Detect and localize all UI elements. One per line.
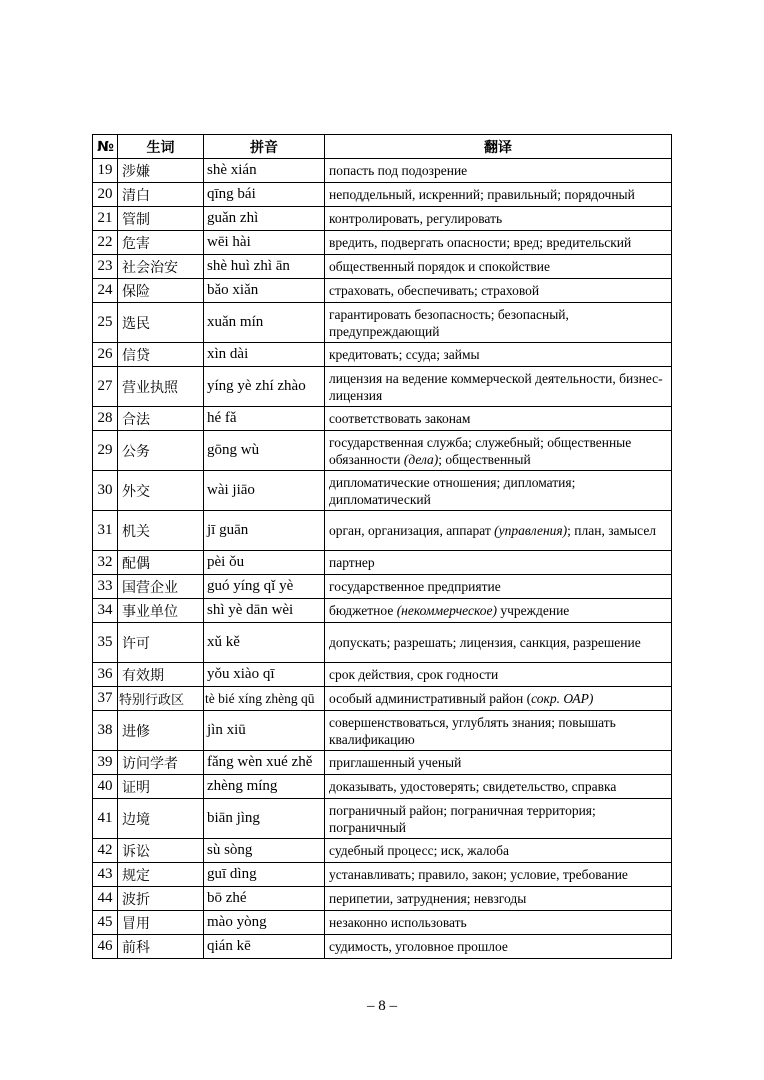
row-number: 36: [93, 663, 118, 687]
row-word: 选民: [118, 303, 204, 343]
italic-note: (дела): [403, 451, 439, 467]
table-row: [93, 183, 672, 207]
row-number: 39: [93, 751, 118, 775]
row-word: 社会治安: [118, 255, 204, 279]
row-word: 访问学者: [118, 751, 204, 775]
table-row: [93, 303, 672, 343]
table-row: [93, 751, 672, 775]
row-number: 22: [93, 231, 118, 255]
row-translation: перипетии, затруднения; невзгоды: [325, 887, 672, 911]
table-row: [93, 343, 672, 367]
row-translation: судимость, уголовное прошлое: [325, 935, 672, 959]
row-word: 涉嫌: [118, 159, 204, 183]
row-translation: гарантировать безопасность; безопасный, предупреждающий: [325, 303, 672, 343]
row-translation: бюджетное (некоммерческое) учреждение: [325, 599, 672, 623]
row-number: 45: [93, 911, 118, 935]
table-row: [93, 471, 672, 511]
row-word: 管制: [118, 207, 204, 231]
row-pinyin: guǎn zhì: [204, 207, 325, 231]
header-pinyin: 拼音: [204, 135, 325, 159]
row-translation: орган, организация, аппарат (управления); план, замысел: [325, 511, 672, 551]
table-row: [93, 159, 672, 183]
row-word: 危害: [118, 231, 204, 255]
row-word: 公务: [118, 431, 204, 471]
row-number: 42: [93, 839, 118, 863]
row-word: 信贷: [118, 343, 204, 367]
row-pinyin: yǒu xiào qī: [204, 663, 325, 687]
table-row: [93, 663, 672, 687]
table-row: [93, 551, 672, 575]
row-pinyin: qián kē: [204, 935, 325, 959]
row-pinyin: sù sòng: [204, 839, 325, 863]
row-translation: судебный процесс; иск, жалоба: [325, 839, 672, 863]
row-pinyin: guó yíng qǐ yè: [204, 575, 325, 599]
row-number: 20: [93, 183, 118, 207]
row-translation: неподдельный, искренний; правильный; порядочный: [325, 183, 672, 207]
table-row: [93, 623, 672, 663]
page-number: – 8 –: [367, 998, 397, 1014]
row-word: 证明: [118, 775, 204, 799]
row-number: 31: [93, 511, 118, 551]
row-pinyin: jìn xiū: [204, 711, 325, 751]
row-translation: срок действия, срок годности: [325, 663, 672, 687]
row-translation: государственное предприятие: [325, 575, 672, 599]
row-word: 机关: [118, 511, 204, 551]
row-pinyin: mào yòng: [204, 911, 325, 935]
row-pinyin: gōng wù: [204, 431, 325, 471]
row-pinyin: xǔ kě: [204, 623, 325, 663]
header-word: 生词: [118, 135, 204, 159]
row-number: 28: [93, 407, 118, 431]
row-pinyin: qīng bái: [204, 183, 325, 207]
row-translation: устанавливать; правило, закон; условие, требование: [325, 863, 672, 887]
italic-note: сокр. ОАР): [531, 691, 594, 706]
row-pinyin: biān jìng: [204, 799, 325, 839]
table-row: [93, 711, 672, 751]
row-pinyin: wài jiāo: [204, 471, 325, 511]
table-row: [93, 231, 672, 255]
italic-note: (управления): [494, 523, 568, 538]
row-pinyin: tè bié xíng zhèng qū: [204, 687, 325, 711]
table-row: [93, 511, 672, 551]
table-row: [93, 255, 672, 279]
row-number: 33: [93, 575, 118, 599]
row-word: 有效期: [118, 663, 204, 687]
row-pinyin: xìn dài: [204, 343, 325, 367]
row-translation: государственная служба; служебный; общественные обязанности (дела); общественный: [325, 431, 672, 471]
row-pinyin: wēi hài: [204, 231, 325, 255]
row-word: 国营企业: [118, 575, 204, 599]
row-word: 合法: [118, 407, 204, 431]
row-pinyin: yíng yè zhí zhào: [204, 367, 325, 407]
table-row: [93, 687, 672, 711]
row-pinyin: shè huì zhì ān: [204, 255, 325, 279]
row-translation: контролировать, регулировать: [325, 207, 672, 231]
row-word: 配偶: [118, 551, 204, 575]
row-word: 诉讼: [118, 839, 204, 863]
table-row: [93, 799, 672, 839]
row-translation: общественный порядок и спокойствие: [325, 255, 672, 279]
row-word: 特别行政区: [118, 687, 204, 711]
row-word: 边境: [118, 799, 204, 839]
row-word: 事业单位: [118, 599, 204, 623]
table-row: [93, 279, 672, 303]
row-word: 冒用: [118, 911, 204, 935]
italic-note: (некоммерческое): [396, 603, 497, 618]
row-number: 37: [93, 687, 118, 711]
row-pinyin: xuǎn mín: [204, 303, 325, 343]
row-translation: совершенствоваться, углублять знания; повышать квалификацию: [325, 711, 672, 751]
row-translation: особый административный район (сокр. ОАР): [325, 687, 672, 711]
row-translation: допускать; разрешать; лицензия, санкция, разрешение: [325, 623, 672, 663]
row-pinyin: guī dìng: [204, 863, 325, 887]
vocabulary-table: [92, 134, 672, 959]
row-number: 21: [93, 207, 118, 231]
row-number: 41: [93, 799, 118, 839]
row-word: 营业执照: [118, 367, 204, 407]
row-translation: соответствовать законам: [325, 407, 672, 431]
row-number: 38: [93, 711, 118, 751]
row-translation: дипломатические отношения; дипломатия; дипломатический: [325, 471, 672, 511]
row-number: 27: [93, 367, 118, 407]
row-word: 保险: [118, 279, 204, 303]
row-number: 43: [93, 863, 118, 887]
table-row: [93, 887, 672, 911]
table-row: [93, 863, 672, 887]
table-row: [93, 839, 672, 863]
row-word: 前科: [118, 935, 204, 959]
table-row: [93, 775, 672, 799]
table-row: [93, 431, 672, 471]
table-header-row: [93, 135, 672, 159]
row-translation: пограничный район; пограничная территория; пограничный: [325, 799, 672, 839]
row-number: 30: [93, 471, 118, 511]
row-number: 26: [93, 343, 118, 367]
table-row: [93, 911, 672, 935]
row-translation: страховать, обеспечивать; страховой: [325, 279, 672, 303]
row-number: 35: [93, 623, 118, 663]
row-number: 44: [93, 887, 118, 911]
table-row: [93, 599, 672, 623]
row-pinyin: bǎo xiǎn: [204, 279, 325, 303]
row-number: 46: [93, 935, 118, 959]
row-translation: партнер: [325, 551, 672, 575]
header-translation: 翻译: [325, 135, 672, 159]
row-pinyin: jī guān: [204, 511, 325, 551]
row-word: 规定: [118, 863, 204, 887]
row-number: 23: [93, 255, 118, 279]
row-number: 40: [93, 775, 118, 799]
table-row: [93, 575, 672, 599]
row-pinyin: fǎng wèn xué zhě: [204, 751, 325, 775]
row-number: 34: [93, 599, 118, 623]
row-pinyin: shè xián: [204, 159, 325, 183]
row-translation: вредить, подвергать опасности; вред; вредительский: [325, 231, 672, 255]
row-pinyin: pèi ǒu: [204, 551, 325, 575]
row-translation: доказывать, удостоверять; свидетельство, справка: [325, 775, 672, 799]
row-translation: попасть под подозрение: [325, 159, 672, 183]
row-pinyin: zhèng míng: [204, 775, 325, 799]
row-translation: незаконно использовать: [325, 911, 672, 935]
row-pinyin: bō zhé: [204, 887, 325, 911]
row-word: 外交: [118, 471, 204, 511]
row-translation: лицензия на ведение коммерческой деятельности, бизнес-лицензия: [325, 367, 672, 407]
row-word: 清白: [118, 183, 204, 207]
header-number: №: [93, 135, 118, 159]
row-number: 29: [93, 431, 118, 471]
row-word: 进修: [118, 711, 204, 751]
row-pinyin: shì yè dān wèi: [204, 599, 325, 623]
row-number: 19: [93, 159, 118, 183]
row-pinyin: hé fǎ: [204, 407, 325, 431]
table-row: [93, 935, 672, 959]
row-translation: приглашенный ученый: [325, 751, 672, 775]
row-word: 波折: [118, 887, 204, 911]
row-translation: кредитовать; ссуда; займы: [325, 343, 672, 367]
row-number: 32: [93, 551, 118, 575]
row-number: 25: [93, 303, 118, 343]
row-number: 24: [93, 279, 118, 303]
table-row: [93, 367, 672, 407]
table-row: [93, 407, 672, 431]
table-row: [93, 207, 672, 231]
row-word: 许可: [118, 623, 204, 663]
